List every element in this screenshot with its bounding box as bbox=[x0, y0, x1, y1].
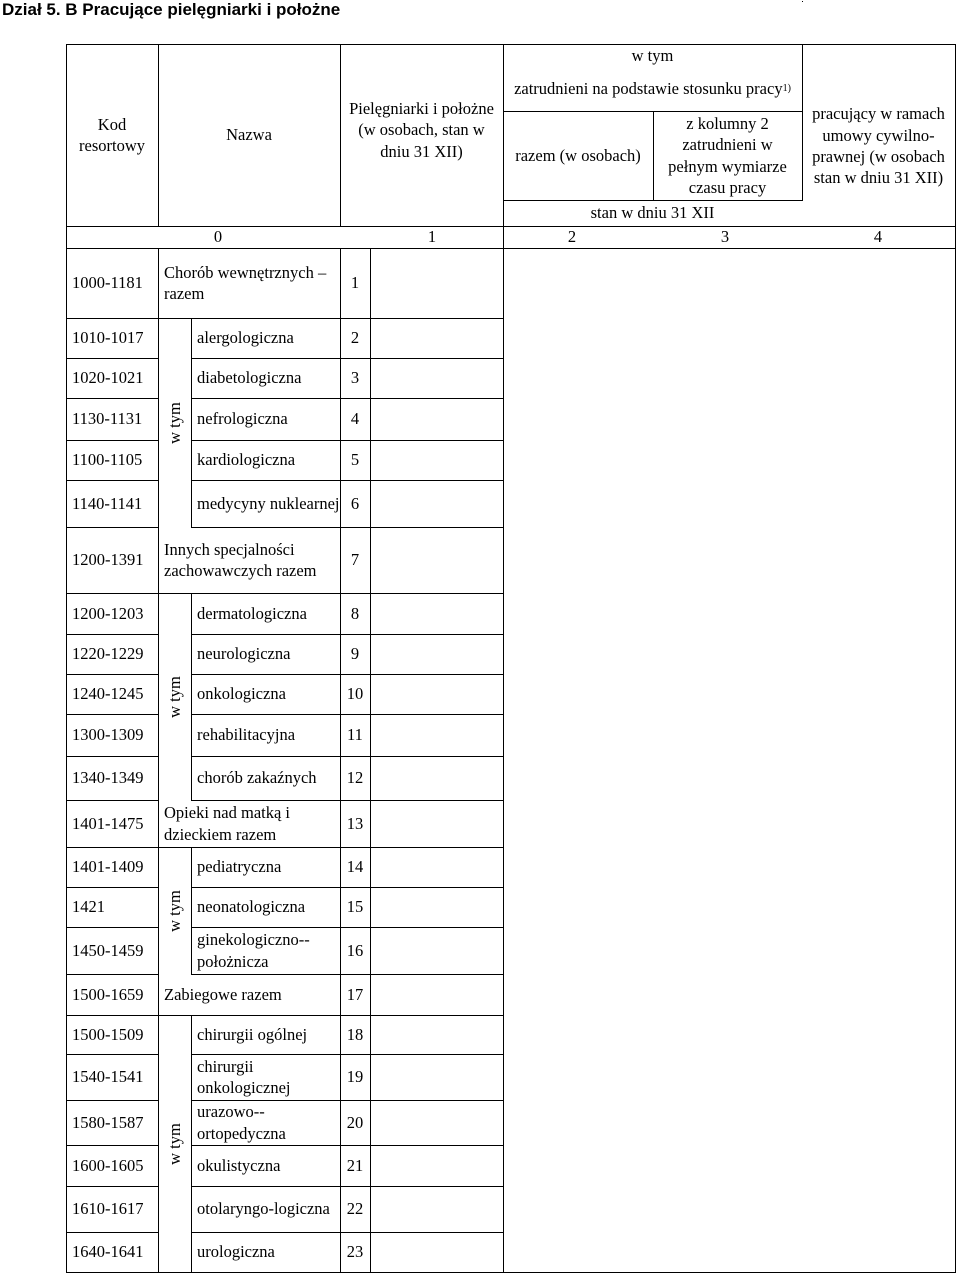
row-name: dermatologiczna bbox=[197, 603, 307, 623]
code-divider bbox=[158, 714, 159, 757]
code-divider bbox=[158, 1015, 159, 1055]
row-number: 4 bbox=[350, 409, 360, 429]
row-code: 1401-1475 bbox=[72, 813, 144, 833]
row-number: 6 bbox=[350, 493, 360, 513]
number-divider bbox=[370, 1232, 371, 1273]
code-divider bbox=[158, 1145, 159, 1187]
row-code: 1580-1587 bbox=[72, 1112, 144, 1132]
code-divider bbox=[158, 927, 159, 975]
row-name: okulistyczna bbox=[197, 1155, 281, 1175]
number-divider bbox=[370, 927, 371, 975]
row-number: 18 bbox=[346, 1024, 364, 1044]
header-razem: razem (w osobach) bbox=[515, 145, 641, 165]
row-name: medycyny nuklearnej bbox=[197, 493, 340, 513]
number-divider bbox=[370, 593, 371, 635]
row-code: 1340-1349 bbox=[72, 768, 144, 788]
row-code: 1640-1641 bbox=[72, 1242, 144, 1262]
row-number: 10 bbox=[346, 684, 364, 704]
row-code: 1010-1017 bbox=[72, 328, 144, 348]
row-number: 23 bbox=[346, 1242, 364, 1262]
w-tym-vertical-label: w tym bbox=[164, 889, 184, 932]
row-name: neonatologiczna bbox=[197, 897, 306, 917]
row-rule bbox=[191, 1272, 341, 1273]
code-divider bbox=[158, 1100, 159, 1146]
row-name: chorób zakaźnych bbox=[197, 768, 317, 788]
header-umowa-cywilno-prawna: pracujący w ramach umowy cywilno-prawnej (w osobach stan w dniu 31 XII) bbox=[812, 104, 945, 188]
row-code: 1220-1229 bbox=[72, 644, 144, 664]
row-number: 13 bbox=[346, 813, 364, 833]
code-divider bbox=[158, 480, 159, 528]
row-name: kardiologiczna bbox=[197, 450, 296, 470]
number-divider bbox=[370, 527, 371, 594]
code-divider bbox=[158, 318, 159, 359]
row-code: 1200-1203 bbox=[72, 603, 144, 623]
row-name: urologiczna bbox=[197, 1242, 275, 1262]
row-number: 20 bbox=[346, 1112, 364, 1132]
number-divider bbox=[370, 1015, 371, 1055]
row-name: ginekologiczno--położnicza bbox=[197, 930, 310, 971]
row-rule bbox=[340, 1272, 504, 1273]
row-code: 1300-1309 bbox=[72, 725, 144, 745]
column-number-1: 1 bbox=[427, 227, 437, 247]
row-code: 1500-1659 bbox=[72, 984, 144, 1004]
number-divider bbox=[370, 318, 371, 359]
column-number-3: 3 bbox=[720, 227, 730, 247]
col-divider-1 bbox=[503, 44, 504, 1273]
row-name: chirurgii onkologicznej bbox=[197, 1056, 291, 1097]
row-name: chirurgii ogólnej bbox=[197, 1024, 308, 1044]
row-number: 14 bbox=[346, 857, 364, 877]
row-code: 1421 bbox=[72, 897, 105, 917]
column-number-0: 0 bbox=[213, 227, 223, 247]
code-divider bbox=[158, 634, 159, 675]
header-kod: Kod resortowy bbox=[79, 114, 145, 155]
row-code: 1020-1021 bbox=[72, 368, 144, 388]
row-number: 8 bbox=[350, 603, 360, 623]
row-name: alergologiczna bbox=[197, 328, 294, 348]
row-number: 2 bbox=[350, 328, 360, 348]
row-code: 1000-1181 bbox=[72, 273, 143, 293]
number-divider bbox=[370, 248, 371, 319]
row-number: 19 bbox=[346, 1067, 364, 1087]
code-divider bbox=[158, 398, 159, 441]
row-name: otolaryngo-logiczna bbox=[197, 1199, 330, 1219]
row-code: 1450-1459 bbox=[72, 940, 144, 960]
row-number: 9 bbox=[350, 644, 360, 664]
number-divider bbox=[370, 800, 371, 848]
row-name: urazowo--ortopedyczna bbox=[197, 1102, 286, 1143]
row-code: 1401-1409 bbox=[72, 857, 144, 877]
code-divider bbox=[158, 1186, 159, 1233]
header-zatrudnieni: zatrudnieni na podstawie stosunku pracy 1) bbox=[514, 78, 791, 98]
column-number-4: 4 bbox=[873, 227, 883, 247]
code-divider bbox=[158, 1232, 159, 1273]
row-number: 16 bbox=[346, 940, 364, 960]
row-name: Chorób wewnętrznych – razem bbox=[164, 262, 327, 303]
number-divider bbox=[370, 674, 371, 715]
number-divider bbox=[370, 358, 371, 399]
row-code: 1610-1617 bbox=[72, 1199, 144, 1219]
code-divider bbox=[158, 358, 159, 399]
number-divider bbox=[370, 847, 371, 888]
row-name: Opieki nad matką i dzieckiem razem bbox=[164, 803, 291, 844]
number-divider bbox=[370, 634, 371, 675]
row-number: 22 bbox=[346, 1199, 364, 1219]
w-tym-vertical-label: w tym bbox=[164, 1122, 184, 1165]
row-number: 11 bbox=[347, 725, 363, 745]
row-code: 1100-1105 bbox=[72, 450, 143, 470]
header-col0: Pielęgniarki i położne (w osobach, stan w dniu 31 XII) bbox=[349, 98, 494, 161]
row-number: 1 bbox=[350, 273, 360, 293]
code-divider bbox=[158, 593, 159, 635]
row-name: pediatryczna bbox=[197, 857, 282, 877]
header-nazwa: Nazwa bbox=[226, 125, 272, 145]
row-code: 1200-1391 bbox=[72, 550, 144, 570]
row-number: 21 bbox=[346, 1155, 364, 1175]
row-number: 17 bbox=[346, 984, 364, 1004]
col-divider-3 bbox=[802, 44, 803, 201]
dummy bbox=[802, 1, 803, 2]
row-rule bbox=[66, 1272, 159, 1273]
row-number: 15 bbox=[346, 897, 364, 917]
number-divider bbox=[370, 714, 371, 757]
col-divider-2 bbox=[653, 111, 654, 201]
header-w-tym: w tym bbox=[631, 46, 674, 66]
number-divider bbox=[370, 1145, 371, 1187]
code-divider bbox=[158, 756, 159, 801]
code-divider bbox=[158, 674, 159, 715]
row-name: onkologiczna bbox=[197, 684, 286, 704]
row-number: 12 bbox=[346, 768, 364, 788]
code-divider bbox=[158, 847, 159, 888]
row-code: 1500-1509 bbox=[72, 1024, 144, 1044]
row-code: 1540-1541 bbox=[72, 1067, 144, 1087]
row-code: 1130-1131 bbox=[72, 409, 143, 429]
number-divider bbox=[370, 1186, 371, 1233]
number-divider bbox=[370, 1054, 371, 1101]
row-name: Innych specjalności zachowawczych razem bbox=[164, 539, 317, 580]
w-tym-vertical-label: w tym bbox=[164, 675, 184, 718]
table-right-border bbox=[955, 44, 956, 1273]
row-name: neurologiczna bbox=[197, 644, 291, 664]
number-divider bbox=[370, 480, 371, 528]
row-code: 1600-1605 bbox=[72, 1155, 144, 1175]
row-number: 5 bbox=[350, 450, 360, 470]
number-divider bbox=[370, 974, 371, 1016]
number-divider bbox=[370, 440, 371, 481]
header-stan: stan w dniu 31 XII bbox=[590, 203, 715, 223]
header-pelny-wymiar: z kolumny 2 zatrudnieni w pełnym wymiarze czasu pracy bbox=[668, 113, 787, 197]
w-tym-vertical-label: w tym bbox=[164, 401, 184, 444]
number-divider bbox=[370, 1100, 371, 1146]
row-number: 7 bbox=[350, 550, 360, 570]
column-number-2: 2 bbox=[567, 227, 577, 247]
row-name: diabetologiczna bbox=[197, 368, 302, 388]
row-name: Zabiegowe razem bbox=[164, 984, 282, 1004]
code-divider bbox=[158, 887, 159, 928]
row-name: rehabilitacyjna bbox=[197, 725, 296, 745]
header-col-divider bbox=[340, 44, 341, 227]
number-divider bbox=[370, 398, 371, 441]
number-divider bbox=[370, 756, 371, 801]
row-code: 1140-1141 bbox=[72, 493, 143, 513]
page-title: Dział 5. B Pracujące pielęgniarki i położne bbox=[2, 0, 341, 19]
row-number: 3 bbox=[350, 368, 360, 388]
row-code: 1240-1245 bbox=[72, 684, 144, 704]
code-divider bbox=[158, 1054, 159, 1101]
row-name: nefrologiczna bbox=[197, 409, 288, 429]
code-divider bbox=[158, 440, 159, 481]
footnote-marker: 1) bbox=[782, 83, 791, 94]
number-divider bbox=[370, 887, 371, 928]
